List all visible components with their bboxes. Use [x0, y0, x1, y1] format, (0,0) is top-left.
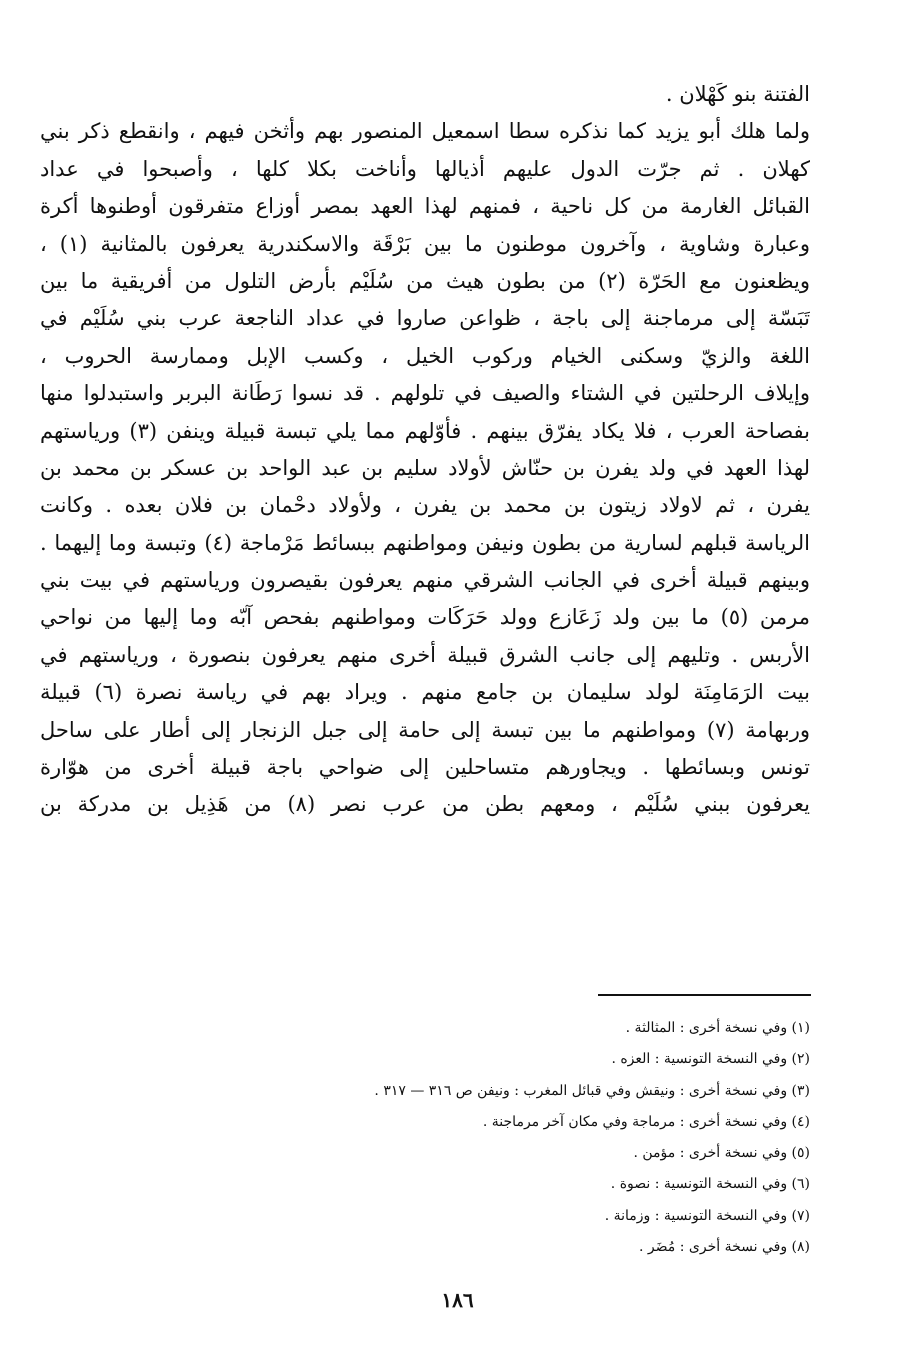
text-line: بيت الرَمَامِنَة لولد سليمان بن جامع منهم . ويراد بهم في رياسة نصرة (٦) قبيلة: [40, 680, 810, 705]
text-line: الفتنة بنو كَهْلان .: [665, 82, 810, 106]
text-line: تَبَسّة إلى مرماجنة إلى باجة ، ظواعن صاروا في عداد الناجعة عرب بني سُلَيْم في: [40, 306, 810, 331]
text-line: كهلان . ثم جرّت الدول عليهم أذيالها وأناخت بكلا كلها ، وأصبحوا في عداد: [40, 156, 810, 181]
footnote: (١) وفي نسخة أخرى : المثالثة .: [625, 1020, 810, 1036]
text-line: وإيلاف الرحلتين في الشتاء والصيف في تلولهم . قد نسوا رَطَانة البربر واستبدلوا منها: [40, 381, 810, 406]
text-line: وبينهم قبيلة أخرى في الجانب الشرقي منهم يعرفون بقيصرون ورياستهم في بيت بني: [40, 568, 810, 593]
footnote: (٨) وفي نسخة أخرى : مُضَر .: [639, 1239, 810, 1256]
footnote: (٤) وفي نسخة أخرى : مرماجة وفي مكان آخر مرماجنة .: [482, 1113, 810, 1130]
footnote: (٣) وفي نسخة أخرى : ونيقش وفي قبائل المغرب : ونيفن ص ٣١٦ — ٣١٧ .: [374, 1082, 810, 1099]
footnote: (٧) وفي النسخة التونسية : وزمانة .: [604, 1207, 810, 1224]
text-line: يفرن ، ثم لاولاد زيتون بن محمد بن يفرن ، ولأولاد دحْمان بن فلان بعده . وكانت: [40, 493, 810, 518]
footnote: (٢) وفي النسخة التونسية : العزه .: [611, 1051, 810, 1068]
footnotes-block: [120, 1013, 810, 1263]
footnote: (٥) وفي نسخة أخرى : مؤمن .: [633, 1145, 810, 1162]
main-text-block: [40, 76, 810, 824]
text-line: اللغة والزيّ وسكنى الخيام وركوب الخيل ، وكسب الإبل وممارسة الحروب ،: [40, 343, 810, 368]
text-line: مرمن (٥) ما بين ولد زَعَازع وولد حَرَكَات ومواطنهم بفحص آبّه وما إليها من نواحي: [40, 605, 810, 630]
text-line: ولما هلك أبو يزيد كما نذكره سطا اسمعيل المنصور بهم وأثخن فيهم ، وانقطع ذكر بني: [40, 119, 810, 144]
text-line: لهذا العهد في ولد يفرن بن حنّاش لأولاد سليم بن عبد الواحد بن عسكر بن محمد بن: [40, 455, 810, 480]
text-line: يعرفون ببني سُلَيْم ، ومعهم بطن من عرب نصر (٨) من هَذِيل بن مدركة بن: [40, 792, 810, 817]
text-line: تونس وبسائطها . ويجاورهم متساحلين إلى ضواحي باجة قبيلة أخرى من هوّارة: [40, 755, 810, 780]
text-line: الرياسة قبلهم لسارية من بطون ونيفن ومواطنهم ببسائط مَرْماجة (٤) وتبسة وما إليهما .: [40, 530, 810, 555]
text-line: القبائل الغارمة من كل ناحية ، فمنهم لهذا العهد بمصر أوزاع متفرقون أوطنوها أكرة: [40, 194, 810, 219]
text-line: الأربس . وتليهم إلى جانب الشرق قبيلة أخرى منهم يعرفون بنصورة ، ورياستهم في: [40, 642, 810, 667]
text-line: وعبارة وشاوية ، وآخرون موطنون ما بين بَرْقَة والاسكندرية يعرفون بالمثانية (١) ،: [40, 231, 810, 256]
text-line: وربهامة (٧) ومواطنهم ما بين تبسة إلى حامة إلى جبل الزنجار إلى أطار على ساحل: [40, 717, 810, 742]
text-line: بفصاحة العرب ، فلا يكاد يفرّق بينهم . فأوّلهم مما يلي تبسة قبيلة وينفن (٣) ورياستهم: [40, 418, 810, 443]
footnote: (٦) وفي النسخة التونسية : نصوة .: [610, 1176, 810, 1193]
footnote-divider: [598, 994, 811, 996]
page-number: ١٨٦: [441, 1288, 474, 1312]
text-line: ويظعنون مع الحَرّة (٢) من بطون هيث من سُلَيْم بأرض التلول من أفريقية ما بين: [40, 268, 810, 293]
